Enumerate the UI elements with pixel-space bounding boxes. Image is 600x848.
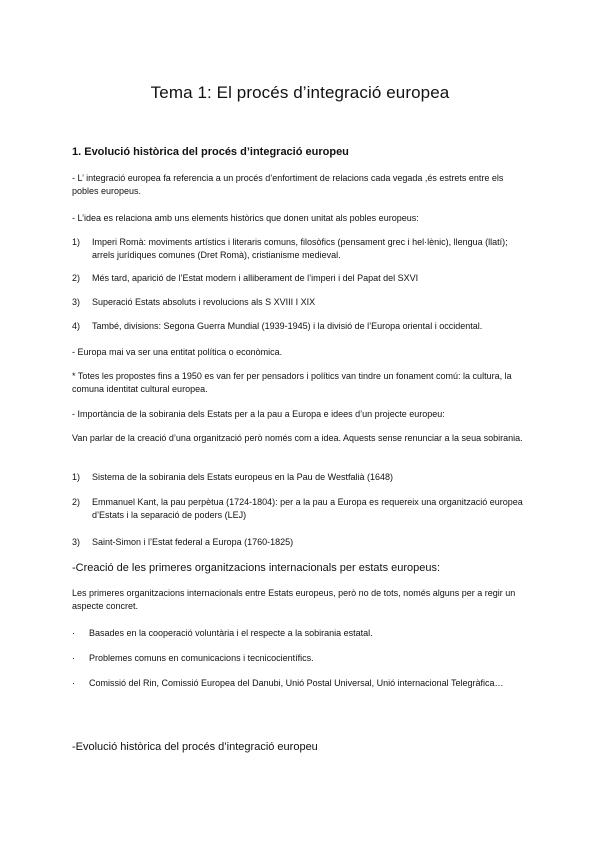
list-number: 2) [72,497,81,507]
bullet-text: Comissió del Rin, Comissió Europea del Danubi, Unió Postal Universal, Unió internacional Telegràfica… [89,678,504,688]
paragraph: * Totes les propostes fins a 1950 es van fer per pensadors i polítics van tindre un fonament comú: la cultura, la comuna identitat cultural europea. [72,371,512,394]
bullet-icon: · [72,678,75,688]
subsection-heading: -Creació de les primeres organitzacions internacionals per estats europeus: [72,562,441,574]
list-text: Més tard, aparició de l’Estat modern i alliberament de l’imperi i del Papat del SXVI [92,273,419,283]
list-number: 2) [72,273,81,283]
list-text: Sistema de la sobirania dels Estats europeus en la Pau de Westfalià (1648) [92,472,394,482]
paragraph: - Europa mai va ser una entitat política o econòmica. [72,347,283,357]
list-text: Saint-Simon i l’Estat federal a Europa (1760-1825) [92,537,294,547]
list-text: Emmanuel Kant, la pau perpètua (1724-1804): per a la pau a Europa es requereix una organització europea d’Estats i la separació de poders (LEJ) [92,497,523,520]
list-text: També, divisions: Segona Guerra Mundial (1939-1945) i la divisió de l’Europa oriental i occidental. [92,321,483,331]
list-text: Superació Estats absoluts i revolucions als S XVIII I XIX [92,297,316,307]
list-number: 1) [72,237,81,247]
bullet-icon: · [72,653,75,663]
paragraph: - Importància de la sobirania dels Estats per a la pau a Europa e idees d’un projecte europeu: [72,409,445,419]
paragraph: - L’ integració europea fa referencia a un procés d’enfortiment de relacions cada vegada ,és estrets entre els pobles europeus. [72,173,504,196]
list-number: 4) [72,321,81,331]
paragraph: Les primeres organitzacions internacionals entre Estats europeus, però no de tots, només alguns per a regir un aspecte concret. [72,588,516,611]
paragraph: - L’idea es relaciona amb uns elements històrics que donen unitat als pobles europeus: [72,213,419,223]
subsection-heading: -Evolució històrica del procés d’integració europeu [72,741,318,753]
bullet-text: Problemes comuns en comunicacions i tecnicocientífics. [89,653,314,663]
list-number: 1) [72,472,81,482]
section-heading: 1. Evolució històrica del procés d’integració europeu [72,146,349,158]
document-title: Tema 1: El procés d’integració europea [150,83,450,102]
list-number: 3) [72,297,81,307]
bullet-icon: · [72,628,75,638]
list-number: 3) [72,537,81,547]
paragraph: Van parlar de la creació d’una organització però només com a idea. Aquests sense renunciar a la seua sobirania. [72,433,523,443]
bullet-text: Basades en la cooperació voluntària i el respecte a la sobirania estatal. [89,628,373,638]
list-text: Imperi Romà: moviments artístics i literaris comuns, filosòfics (pensament grec i hel·lènic), llengua (llatí); arrels jurídiques comunes (Dret Romà), cristianisme medieval. [92,237,508,260]
